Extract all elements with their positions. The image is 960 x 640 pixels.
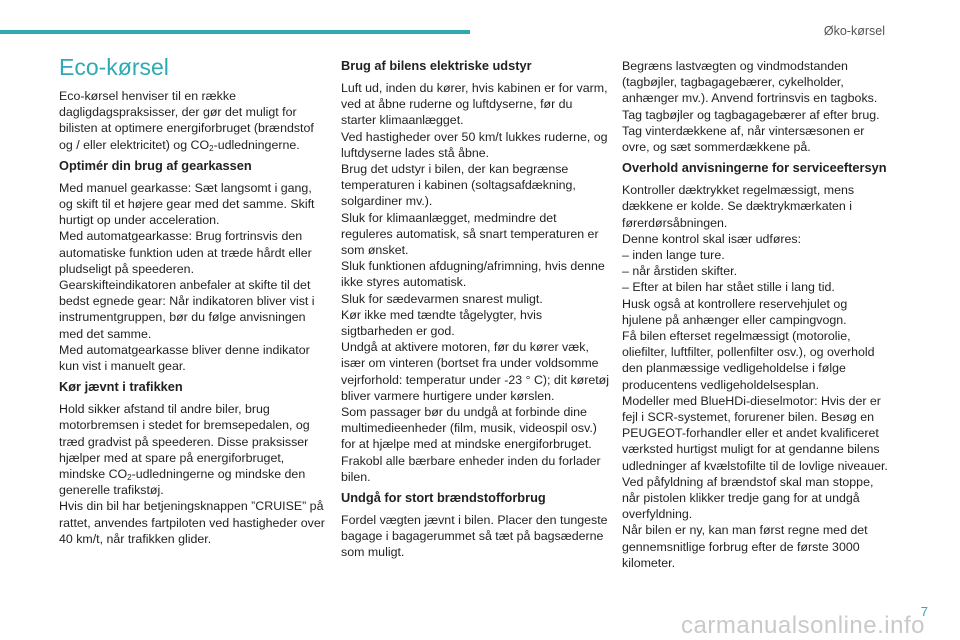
- heading-electrical-equipment: Brug af bilens elektriske udstyr: [341, 58, 532, 73]
- column-1: [59, 52, 327, 552]
- smooth-driving-paragraph: Hold sikker afstand til andre biler, brug motorbremsen i stedet for bremsepedalen, og træd gradvist på speederen. Disse praksisser hjælper med at spare på energiforbruget, mindske $CO_2$-udledningerne og mindske den generelle trafikstøj. Hvis din bil har betjeningsknappen ”CRUISE” på rattet, anvendes fartpiloten ved hastigheder over 40 km/t, når trafikken glider.: [59, 402, 325, 546]
- column-2: [341, 58, 609, 566]
- page-number: 7: [920, 604, 928, 619]
- heading-smooth-driving: Kør jævnt i trafikken: [59, 379, 183, 395]
- heading-gearbox: Optimér din brug af gearkassen: [59, 157, 252, 173]
- fuel-paragraph: Fordel vægten jævnt i bilen. Placer den tungeste bagage i bagagerummet så tæt på bagsæderne som muligt.: [341, 513, 608, 560]
- column-3: [622, 58, 890, 576]
- heading-fuel-consumption: Undgå for stort brændstofforbrug: [341, 490, 546, 506]
- watermark: carmanualsonline.info: [681, 612, 925, 639]
- header-accent-bar: [0, 30, 470, 34]
- service-paragraph: Kontroller dæktrykket regelmæssigt, mens dækkene er kolde. Se dæktrykmærkaten i førerdørsåbningen. Denne kontrol skal især udføres: – inden lange ture. – når årstiden skifter. – Efter at bilen har stået stille i lang tid. Husk også at kontrollere reservehjulet og hjulene på anhænger eller campingvogn. Få bilen efterset regelmæssigt (motorolie, oliefilter, luftfilter, pollenfilter osv.), og overhold den planmæssige vedligeholdelse i følge producentens vedligeholdelsesplan. Modeller med BlueHDi-dieselmotor: Hvis der er fejl i SCR-systemet, forurener bilen. Besøg en PEUGEOT-forhandler eller et andet kvalificeret værksted hurtigst muligt for at gendanne bilens udledninger af kvælstofilte til de lovlige niveauer. Ved påfyldning af brændstof skal man stoppe, når pistolen klikker tredje gang for at undgå overfyldning. Når bilen er ny, kan man først regne med det gennemsnitlige forbrug efter de første 3000 kilometer.: [622, 183, 888, 570]
- electrical-paragraph: Luft ud, inden du kører, hvis kabinen er for varm, ved at åbne ruderne og luftdyserne, før du starter klimaanlægget. Ved hastigheder over 50 km/t lukkes ruderne, og luftdyserne lades stå åbne. Brug det udstyr i bilen, der kan begrænse temperaturen i kabinen (soltagsafdækning, solgardiner mv.). Sluk for klimaanlægget, medmindre det reguleres automatisk, så snart temperaturen er som ønsket. Sluk funktionen afdugning/afrimning, hvis denne ikke styres automatisk. Sluk for sædevarmen snarest muligt. Kør ikke med tændte tågelygter, hvis sigtbarheden er god. Undgå at aktivere motoren, før du kører væk, især om vinteren (bortset fra under voldsomme vejrforhold: temperatur under -23 ° C); dit køretøj bliver varmere hurtigere under kørslen. Som passager bør du undgå at forbinde dine multimedieenheder (film, musik, videospil osv.) for at hjælpe med at mindske energiforbruget. Frakobl alle bærbare enheder inden du forlader bilen.: [341, 81, 610, 484]
- gearbox-paragraph: Med manuel gearkasse: Sæt langsomt i gang, og skift til et højere gear med det samme. Skift hurtigt op under acceleration. Med automatgearkasse: Brug fortrinsvis den automatiske funktion uden at træde hårdt eller pludseligt på speederen. Gearskifteindikatoren anbefaler at skifte til det bedst egnede gear: Når indikatoren bliver vist i instrumentgruppen, bør du følge anvisningen med det samme. Med automatgearkasse bliver denne indikator kun vist i manuelt gear.: [59, 180, 315, 374]
- intro-paragraph: Eco-kørsel henviser til en række dagligdagspraksisser, der gør det muligt for bilisten at optimere energiforbruget (brændstof og / eller elektricitet) og $CO_2$-udledningerne.: [59, 89, 314, 153]
- section-title: Øko-kørsel: [823, 24, 885, 38]
- page-title: Eco-kørsel: [59, 54, 169, 80]
- heading-service: Overhold anvisningerne for serviceeftersyn: [622, 160, 887, 176]
- load-paragraph: Begræns lastvægten og vindmodstanden (tagbøjler, tagbagagebærer, cykelholder, anhænger mv.). Anvend fortrinsvis en tagboks. Tag tagbøjler og tagbagagebærer af efter brug. Tag vinterdækkene af, når vintersæsonen er ovre, og sæt sommerdækkene på.: [622, 59, 880, 155]
